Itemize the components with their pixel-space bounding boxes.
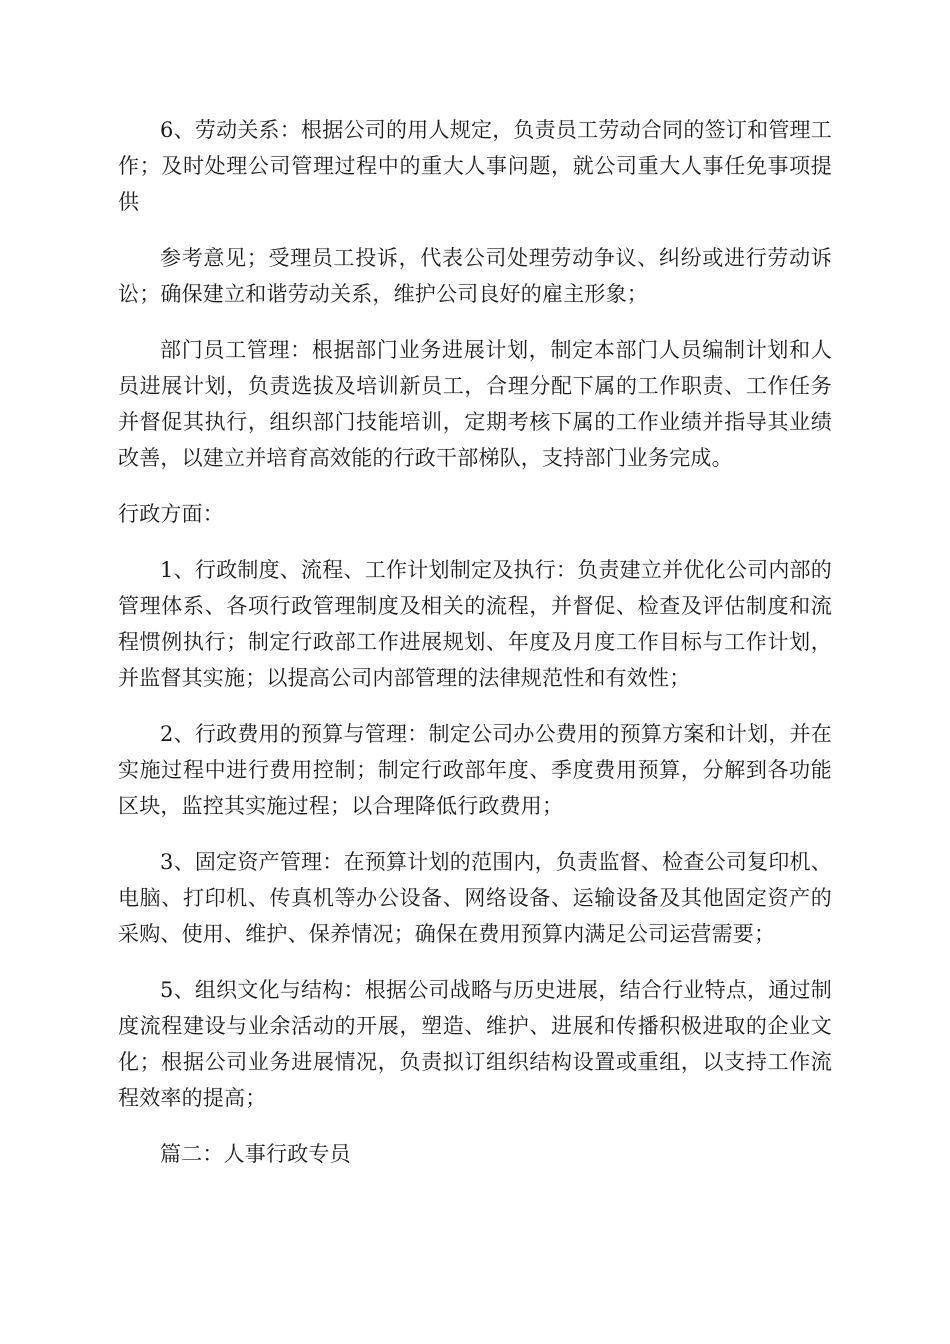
paragraph-org-culture: 5、组织文化与结构：根据公司战略与历史进展，结合行业特点，通过制度流程建设与业余活动的开展，塑造、维护、进展和传播积极进取的企业文化；根据公司业务进展情况，负责拟订组织结构设置或重组，以支持工作流程效率的提高；	[118, 978, 832, 1110]
paragraph-reference-opinions: 参考意见；受理员工投诉，代表公司处理劳动争议、纠纷或进行劳动诉讼；确保建立和谐劳动关系，维护公司良好的雇主形象；	[118, 246, 832, 306]
paragraph-admin-budget: 2、行政费用的预算与管理：制定公司办公费用的预算方案和计划，并在实施过程中进行费用控制；制定行政部年度、季度费用预算，分解到各功能区块，监控其实施过程；以合理降低行政费用；	[118, 722, 832, 818]
section-heading-administration: 行政方面：	[118, 502, 224, 526]
paragraph-department-staff-management: 部门员工管理：根据部门业务进展计划，制定本部门人员编制计划和人员进展计划，负责选拔及培训新员工，合理分配下属的工作职责、工作任务并督促其执行，组织部门技能培训，定期考核下属的工作业绩并指导其业绩改善，以建立并培育高效能的行政干部梯队，支持部门业务完成。	[118, 338, 832, 470]
paragraph-labor-relations: 6、劳动关系：根据公司的用人规定，负责员工劳动合同的签订和管理工作；及时处理公司管理过程中的重大人事问题，就公司重大人事任免事项提供	[118, 118, 832, 214]
chapter-heading-part-two: 篇二：人事行政专员	[160, 1142, 351, 1166]
paragraph-admin-systems: 1、行政制度、流程、工作计划制定及执行：负责建立并优化公司内部的管理体系、各项行政管理制度及相关的流程，并督促、检查及评估制度和流程惯例执行；制定行政部工作进展规划、年度及月度工作目标与工作计划，并监督其实施；以提高公司内部管理的法律规范性和有效性；	[118, 558, 832, 690]
paragraph-fixed-assets: 3、固定资产管理：在预算计划的范围内，负责监督、检查公司复印机、电脑、打印机、传真机等办公设备、网络设备、运输设备及其他固定资产的采购、使用、维护、保养情况；确保在费用预算内满足公司运营需要；	[118, 850, 832, 946]
